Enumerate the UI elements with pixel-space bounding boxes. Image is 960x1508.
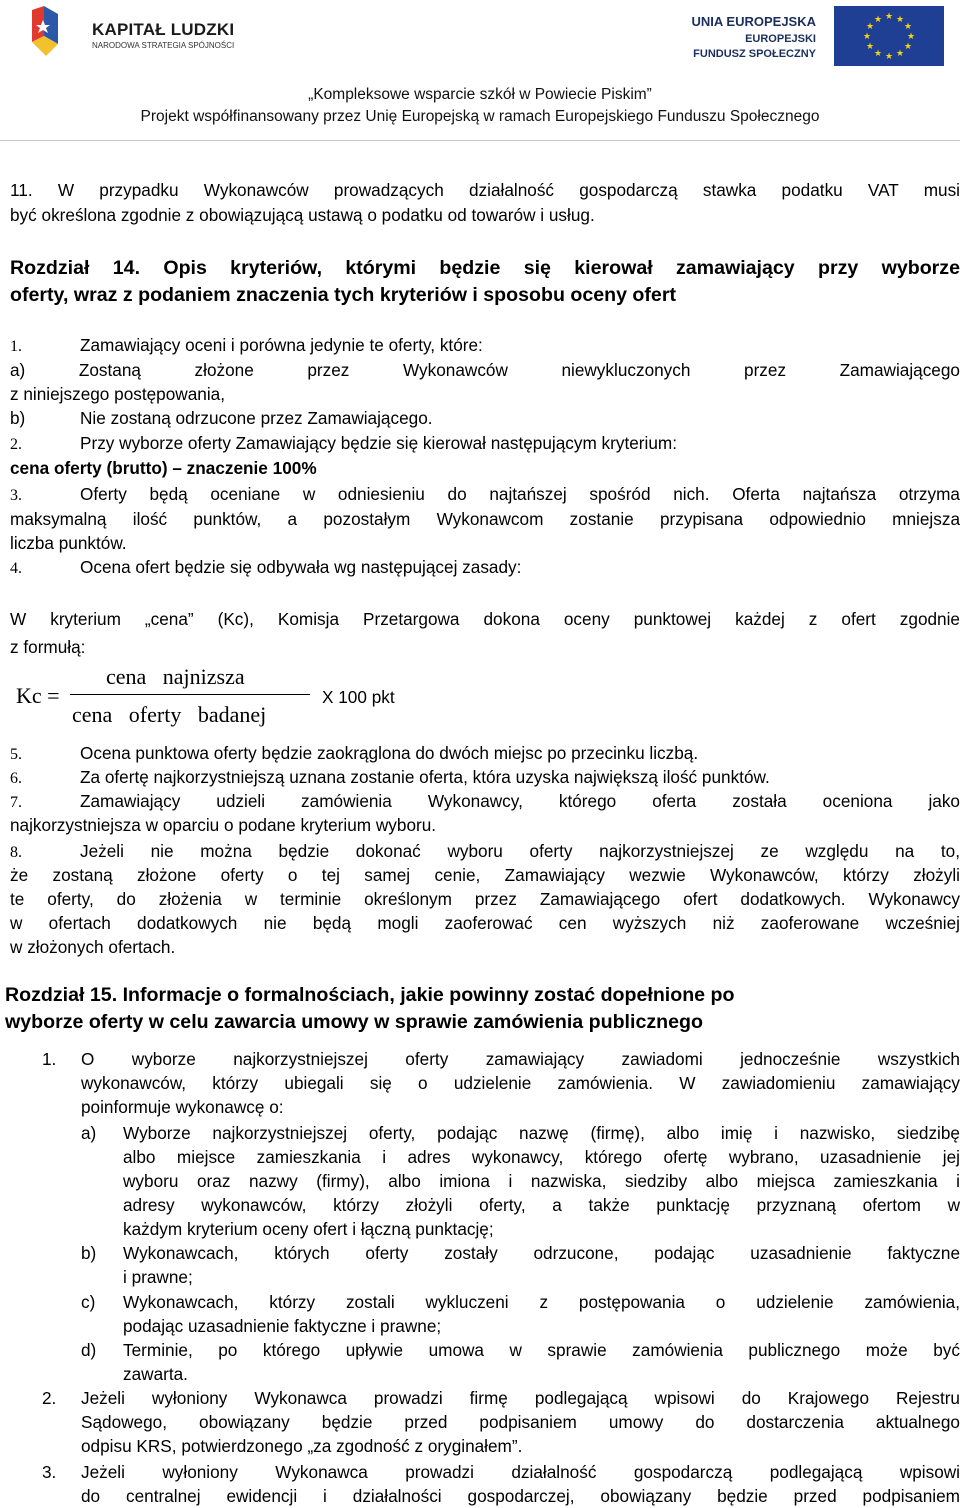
- c14-item-4-text: Ocena ofert będzie się odbywała wg następującej zasady:: [80, 557, 522, 577]
- formula-denominator: cena oferty badanej: [72, 702, 267, 727]
- c14-item-8-number: 8.: [10, 844, 22, 861]
- svg-text:★: ★: [884, 52, 894, 62]
- svg-text:★: ★: [884, 12, 894, 22]
- header-divider: [0, 140, 960, 141]
- c14-criterion: cena oferty (brutto) – znaczenie 100%: [10, 458, 317, 478]
- c14-item-4: [10, 555, 960, 581]
- c14-item-3-line3: liczba punktów.: [10, 533, 127, 553]
- c15-item-a-line1: Wyborze najkorzystniejszej oferty, podając nazwę (firmę), albo imię i nazwisko, siedzibę: [123, 1123, 960, 1143]
- c15-item-b-line1: Wykonawcach, których oferty zostały odrzucone, podając uzasadnienie faktyczne: [123, 1243, 960, 1263]
- c14-item-4-number: 4.: [10, 560, 22, 577]
- svg-text:★: ★: [865, 42, 875, 52]
- c15-item-2-line2: Sądowego, obowiązany będzie przed podpisaniem umowy do dostarczenia aktualnego: [81, 1412, 960, 1432]
- c14-item-2-text: Przy wyborze oferty Zamawiający będzie się kierował następującym kryterium:: [80, 433, 677, 453]
- formula-numerator: cena najnizsza: [106, 664, 245, 689]
- c14-item-8-text: Jeżeli nie można będzie dokonać wyboru oferty najkorzystniejszej ze względu na to,: [80, 841, 960, 861]
- c15-item-3-number: 3.: [42, 1462, 57, 1482]
- c14-item-7-number: 7.: [10, 794, 22, 811]
- c15-item-1-line1: O wyborze najkorzystniejszej oferty zamawiający zawiadomi jednocześnie wszystkich: [81, 1049, 960, 1069]
- c14-item-5: [10, 741, 960, 767]
- kc-line-1: W kryterium „cena” (Kc), Komisja Przetargowa dokona oceny punktowej każdej z ofert zgodnie: [10, 609, 960, 629]
- c14-item-3-text: Oferty będą oceniane w odniesieniu do najtańszej spośród nich. Oferta najtańsza otrzyma: [80, 484, 960, 504]
- c14-item-1b-label: b): [10, 408, 26, 428]
- kapital-ludzki-subtitle: NARODOWA STRATEGIA SPÓJNOŚCI: [92, 41, 235, 50]
- eu-efs-logo: [691, 6, 944, 68]
- eu-logo-line1: UNIA EUROPEJSKA: [691, 14, 816, 29]
- c14-item-1b: [10, 406, 960, 430]
- c14-item-3-number: 3.: [10, 487, 22, 504]
- project-subtitle: Projekt współfinansowany przez Unię Europejską w ramach Europejskiego Funduszu Społecznego: [140, 108, 820, 125]
- eu-logo-line2: EUROPEJSKI: [745, 33, 816, 45]
- c15-item-c-line2: podając uzasadnienie faktyczne i prawne;: [123, 1316, 442, 1336]
- chapter14-heading-line1: Rozdział 14. Opis kryteriów, którymi będzie się kierował zamawiający przy wyborze: [10, 257, 960, 279]
- c15-item-d-line1: Terminie, po którego upływie umowa w sprawie zamówienia publicznego może być: [123, 1340, 960, 1360]
- c15-item-c-line1: Wykonawcach, którzy zostali wykluczeni z postępowania o udzielenie zamówienia,: [123, 1292, 960, 1312]
- c14-item-1a-line1: a) Zostaną złożone przez Wykonawców niewykluczonych przez Zamawiającego: [10, 360, 960, 380]
- c14-item-5-number: 5.: [10, 746, 22, 763]
- kc-line-2: z formułą:: [10, 637, 86, 657]
- c14-item-3-line1: [10, 482, 960, 508]
- c14-item-2-number: 2.: [10, 436, 22, 453]
- c14-item-1-text: Zamawiający oceni i porówna jedynie te oferty, które:: [80, 335, 483, 355]
- c15-item-d-label: d): [81, 1340, 97, 1360]
- c14-item-8-line1: [10, 839, 960, 865]
- c15-item-2-line1: Jeżeli wyłoniony Wykonawca prowadzi firmę podlegającą wpisowi do Krajowego Rejestru: [81, 1388, 960, 1408]
- formula-lhs: Kc =: [16, 683, 60, 708]
- c15-item-a-label: a): [81, 1123, 97, 1143]
- c14-item-1b-text: Nie zostaną odrzucone przez Zamawiającego.: [80, 408, 433, 428]
- c15-item-3-line2: do centralnej ewidencji i działalności gospodarczej, obowiązany będzie przed podpisaniem: [81, 1486, 960, 1506]
- svg-text:★: ★: [873, 15, 883, 25]
- svg-text:★: ★: [906, 32, 916, 42]
- c15-item-b-label: b): [81, 1243, 97, 1263]
- c15-item-2-number: 2.: [42, 1388, 57, 1408]
- c15-item-1-line3: poinformuje wykonawcę o:: [81, 1097, 284, 1117]
- c15-item-a-line2: albo miejsce zamieszkania i adres wykonawcy, którego ofertę wybrano, uzasadnienie jej: [123, 1147, 960, 1167]
- star-flag-icon: [30, 6, 60, 58]
- vat-line-1: 11. W przypadku Wykonawców prowadzących działalność gospodarczą stawka podatku VAT musi: [10, 180, 960, 200]
- c14-item-7-line1: [10, 789, 960, 815]
- chapter15-heading-line2: wyborze oferty w celu zawarcia umowy w sprawie zamówienia publicznego: [5, 1011, 703, 1033]
- c15-item-d-line2: zawarta.: [123, 1364, 188, 1384]
- c14-item-5-text: Ocena punktowa oferty będzie zaokrąglona do dwóch miejsc po przecinku liczbą.: [80, 743, 699, 763]
- c14-item-6: [10, 765, 960, 791]
- c15-item-2-line3: odpisu KRS, potwierdzonego „za zgodność z oryginałem”.: [81, 1436, 523, 1456]
- c15-item-1-number: 1.: [42, 1049, 57, 1069]
- c14-item-7-text: Zamawiający udzieli zamówienia Wykonawcy, którego oferta została oceniona jako: [80, 791, 960, 811]
- project-title: „Kompleksowe wsparcie szkół w Powiecie Piskim”: [308, 86, 652, 103]
- svg-text:★: ★: [862, 32, 872, 42]
- eu-flag-icon: [834, 6, 944, 66]
- c14-item-3-line2: maksymalną ilość punktów, a pozostałym Wykonawcom zostanie przypisana odpowiednio mniejsza: [10, 509, 960, 529]
- svg-text:★: ★: [865, 22, 875, 32]
- c15-item-a-line5: każdym kryterium oceny ofert i łączną punktację;: [123, 1219, 494, 1239]
- svg-text:★: ★: [895, 15, 905, 25]
- c14-item-6-number: 6.: [10, 770, 22, 787]
- chapter14-heading-line2: oferty, wraz z podaniem znaczenia tych kryteriów i sposobu oceny ofert: [10, 284, 676, 306]
- c14-item-7-line2: najkorzystniejsza w oparciu o podane kryterium wyboru.: [10, 815, 437, 835]
- c15-item-1-line2: wykonawców, którzy ubiegali się o udzielenie zamówienia. W zawiadomieniu zamawiający: [81, 1073, 960, 1093]
- svg-text:★: ★: [903, 22, 913, 32]
- c15-item-3-line1: Jeżeli wyłoniony Wykonawca prowadzi działalność gospodarczą podlegającą wpisowi: [81, 1462, 960, 1482]
- c15-item-a-line4: adresy wykonawców, którzy złożyli oferty, a także punktację przyznaną ofertom w: [123, 1195, 960, 1215]
- formula-rhs: X 100 pkt: [322, 687, 395, 707]
- c15-item-b-line2: i prawne;: [123, 1267, 193, 1287]
- svg-text:★: ★: [873, 49, 883, 59]
- c14-item-1a-line2: z niniejszego postępowania,: [10, 384, 225, 404]
- c14-item-8-line3: te oferty, do złożenia w terminie określonym przez Zamawiającego ofert dodatkowych. Wykonawcy: [10, 889, 960, 909]
- c14-item-8-line5: w złożonych ofertach.: [10, 937, 176, 957]
- c14-item-8-line2: że zostaną złożone oferty o tej samej cenie, Zamawiający wezwie Wykonawców, którzy złożyli: [10, 865, 960, 885]
- kapital-ludzki-logo: [30, 6, 240, 64]
- c14-item-6-text: Za ofertę najkorzystniejszą uznana zostanie oferta, która uzyska największą ilość punktów.: [80, 767, 770, 787]
- c14-item-2: [10, 431, 960, 457]
- kapital-ludzki-title: KAPITAŁ LUDZKI: [92, 20, 235, 39]
- chapter15-heading-line1: Rozdział 15. Informacje o formalnościach, jakie powinny zostać dopełnione po: [5, 984, 735, 1006]
- c14-item-8-line4: w ofertach dodatkowych nie będą mogli zaoferować cen wyższych niż zaoferowane wcześniej: [10, 913, 960, 933]
- c15-item-c-label: c): [81, 1292, 96, 1312]
- c14-item-1-number: 1.: [10, 338, 22, 355]
- eu-logo-line3: FUNDUSZ SPOŁECZNY: [693, 48, 816, 60]
- c15-item-a-line3: wyboru oraz nazwy (firmy), albo imiona i nazwiska, siedziby albo miejsca zamieszkania i: [123, 1171, 960, 1191]
- svg-text:★: ★: [895, 49, 905, 59]
- c14-item-1: [10, 333, 960, 359]
- svg-text:★: ★: [903, 42, 913, 52]
- vat-line-2: być określona zgodnie z obowiązującą ustawą o podatku od towarów i usług.: [10, 205, 595, 225]
- formula-fraction-bar: [70, 694, 310, 695]
